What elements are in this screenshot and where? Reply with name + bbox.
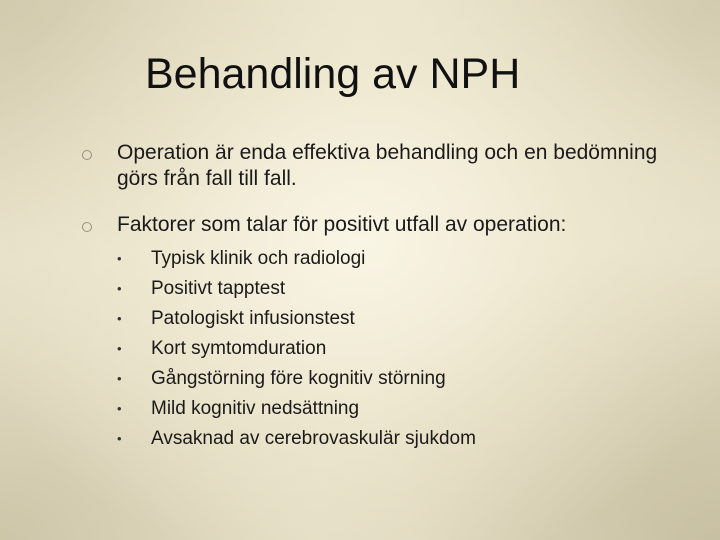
list-item-text: Kort symtomduration [151, 338, 327, 359]
list-item-text: Avsaknad av cerebrovaskulär sjukdom [151, 428, 476, 449]
list-item [117, 394, 680, 424]
dot-bullet-icon: • [117, 431, 122, 446]
dot-bullet-icon: • [117, 311, 122, 326]
dot-bullet-icon: • [117, 401, 122, 416]
list-item-text: Positivt tapptest [151, 278, 286, 299]
dot-bullet-icon: • [117, 251, 122, 266]
dot-bullet-icon: • [117, 371, 122, 386]
list-item-text: Mild kognitiv nedsättning [151, 398, 360, 419]
ring-bullet-icon [82, 150, 92, 160]
list-item-text: Typisk klinik och radiologi [151, 248, 366, 269]
list-item [117, 424, 680, 454]
bullet-operation [80, 140, 680, 192]
list-item-text: Gångstörning före kognitiv störning [151, 368, 446, 389]
dot-bullet-icon: • [117, 281, 122, 296]
list-item [117, 304, 680, 334]
list-item-text: Patologiskt infusionstest [151, 308, 355, 329]
slide-title: Behandling av NPH [145, 50, 521, 98]
list-item [117, 244, 680, 274]
list-item [117, 334, 680, 364]
ring-bullet-icon [82, 222, 92, 232]
list-item [117, 364, 680, 394]
bullet-text: Operation är enda effektiva behandling och en bedömning görs från fall till fall. [117, 141, 658, 190]
dot-bullet-icon: • [117, 341, 122, 356]
bullet-faktorer [80, 212, 680, 454]
slide-content [80, 140, 680, 454]
sub-bullet-list [117, 244, 680, 454]
list-item [117, 274, 680, 304]
bullet-text: Faktorer som talar för positivt utfall av operation: [117, 213, 567, 236]
